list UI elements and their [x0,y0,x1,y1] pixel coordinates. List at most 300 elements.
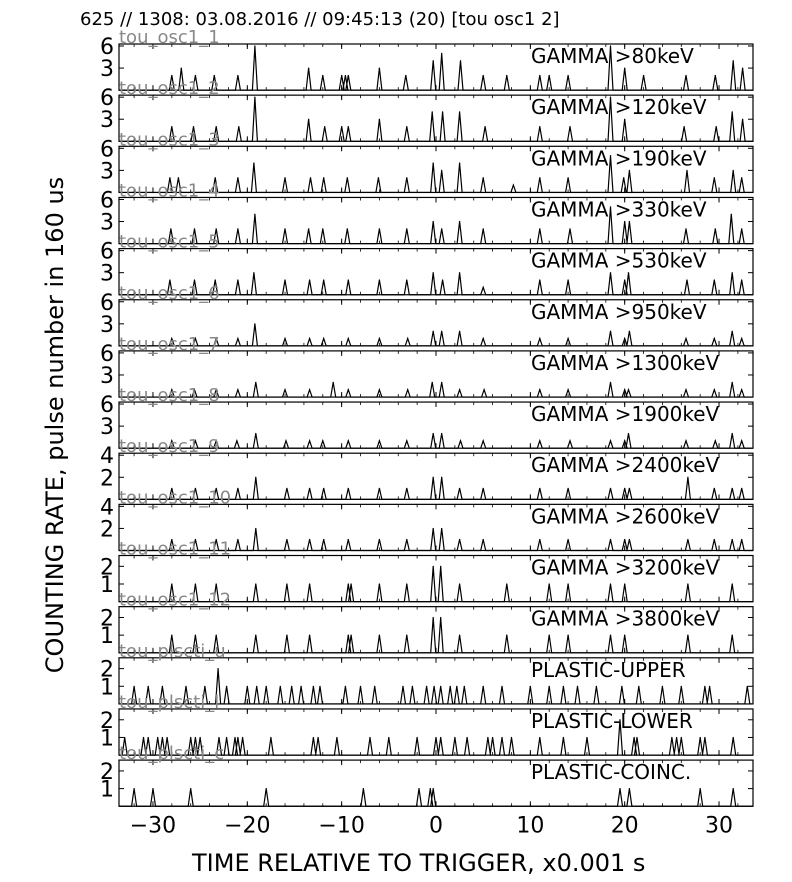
data-point [348,338,349,339]
data-point [513,184,514,185]
data-point [300,686,301,687]
data-point [204,686,205,687]
data-point [433,566,434,567]
data-point [309,279,310,280]
data-point [539,75,540,76]
data-point [459,539,460,540]
data-point [624,389,625,390]
x-tick-label: 30 [705,813,734,839]
data-point [624,279,625,280]
data-point [350,635,351,636]
data-point [483,686,484,687]
data-point [610,382,611,383]
data-point [539,177,540,178]
data-point [406,126,407,127]
data-point [741,279,742,280]
data-point [323,488,324,489]
data-point [567,583,568,584]
data-point [406,228,407,229]
data-point [234,737,235,738]
data-point [167,737,168,738]
x-tick-label: 20 [610,813,639,839]
chart-header: 625 // 1308: 03.08.2016 // 09:45:13 (20) [tou osc1 2] [80,9,560,30]
data-point [430,788,431,789]
data-point [441,53,442,54]
data-point [133,686,134,687]
y-tick-label: 1 [100,572,114,598]
data-point [433,272,434,273]
data-point [732,111,733,112]
data-point [237,279,238,280]
data-point [610,635,611,636]
data-point [733,788,734,789]
data-point [459,162,460,163]
y-tick-label: 6 [100,341,114,367]
data-point [619,788,620,789]
data-point [379,440,380,441]
data-point [309,488,310,489]
data-point [379,119,380,120]
data-point [539,338,540,339]
data-point [379,389,380,390]
data-point [563,686,564,687]
y-tick-label: 3 [100,415,114,441]
panel-title: GAMMA >3800keV [531,606,720,631]
data-point [459,583,460,584]
data-point [459,272,460,273]
panel-title: GAMMA >530keV [531,248,707,273]
data-point [610,583,611,584]
data-point [319,686,320,687]
y-tick-label: 2 [100,657,114,683]
data-point [405,75,406,76]
data-point [432,382,433,383]
data-point [714,177,715,178]
data-point [237,177,238,178]
data-point [195,75,196,76]
data-point [255,635,256,636]
data-point [323,279,324,280]
data-point [569,228,570,229]
panel-title: GAMMA >2600keV [531,504,720,529]
panel-id-label: tou_osc1_9 [119,436,220,458]
data-point [732,583,733,584]
x-tick-label: 0 [429,813,443,839]
data-point [732,382,733,383]
data-point [418,788,419,789]
panel-id-label: tou_plscti_u [119,640,226,662]
x-tick-label: −30 [129,813,177,839]
y-tick-label: 6 [100,35,114,60]
data-point [324,126,325,127]
panel-title: GAMMA >1900keV [531,402,720,427]
data-point [388,737,389,738]
data-point [569,126,570,127]
panel-id-label: tou_plscti_c [119,743,225,765]
data-point [643,75,644,76]
data-point [624,635,625,636]
data-point [567,279,568,280]
data-point [741,440,742,441]
data-point [450,686,451,687]
data-point [254,214,255,215]
panel-id-label: tou_plscti_l [119,691,220,713]
data-point [256,686,257,687]
data-point [348,539,349,540]
data-point [624,440,625,441]
data-point [709,686,710,687]
data-point [539,539,540,540]
data-point [237,75,238,76]
data-point [406,488,407,489]
data-point [323,539,324,540]
data-point [237,389,238,390]
data-point [501,737,502,738]
data-point [483,338,484,339]
data-point [539,228,540,229]
data-point [732,331,733,332]
data-point [567,488,568,489]
data-point [286,488,287,489]
panel-title: GAMMA >330keV [531,197,707,222]
panel-title: GAMMA >190keV [531,146,707,171]
data-point [549,583,550,584]
data-point [454,737,455,738]
data-point [285,440,286,441]
data-point [539,279,540,280]
data-point [406,635,407,636]
y-tick-label: 1 [100,777,114,803]
data-point [254,323,255,324]
data-point [441,228,442,229]
y-tick-label: 1 [100,726,114,752]
data-point [379,539,380,540]
data-point [467,737,468,738]
data-point [483,488,484,489]
data-point [715,228,716,229]
data-point [700,788,701,789]
panel-id-label: tou_osc1_5 [119,231,220,253]
data-point [741,228,742,229]
data-point [434,686,435,687]
data-point [440,617,441,618]
data-point [577,686,578,687]
data-point [636,737,637,738]
data-point [348,126,349,127]
panel-id-label: tou_osc1_2 [119,78,220,100]
y-tick-label: 4 [100,495,114,521]
data-point [567,75,568,76]
data-point [190,788,191,789]
data-point [569,440,570,441]
data-point [742,119,743,120]
data-point [402,686,403,687]
data-point [684,126,685,127]
data-point [459,331,460,332]
data-point [634,737,635,738]
data-point [715,75,716,76]
data-point [732,539,733,540]
panel-id-label: tou_osc1_8 [119,385,220,407]
data-point [716,126,717,127]
data-point [226,686,227,687]
data-point [483,228,484,229]
data-point [347,228,348,229]
data-point [266,788,267,789]
data-point [511,737,512,738]
data-point [530,686,531,687]
data-point [741,389,742,390]
data-point [237,737,238,738]
data-point [685,389,686,390]
data-point [435,737,436,738]
data-point [345,75,346,76]
y-tick-label: 2 [100,555,114,581]
data-point [170,228,171,229]
data-point [237,338,238,339]
data-point [567,338,568,339]
y-tick-label: 6 [100,86,114,112]
data-point [412,686,413,687]
data-point [284,279,285,280]
panel-id-label: tou_osc1_1 [119,27,220,48]
data-point [200,737,201,738]
data-point [322,440,323,441]
data-point [442,111,443,112]
data-point [247,686,248,687]
y-tick-label: 3 [100,210,114,236]
data-point [379,583,380,584]
data-point [567,635,568,636]
data-point [714,539,715,540]
data-point [567,177,568,178]
data-point [237,228,238,229]
data-point [162,737,163,738]
y-tick-label: 2 [100,606,114,632]
data-point [255,382,256,383]
y-tick-label: 2 [100,708,114,734]
data-point [379,488,380,489]
data-point [687,583,688,584]
data-point [406,539,407,540]
x-tick-label: 10 [516,813,545,839]
panel-id-label: tou_osc1_11 [119,538,232,560]
data-point [379,279,380,280]
y-tick-label: 1 [100,675,114,701]
data-point [685,440,686,441]
data-point [549,75,550,76]
data-point [218,737,219,738]
data-point [313,737,314,738]
data-point [433,433,434,434]
data-point [286,539,287,540]
data-point [308,119,309,120]
data-point [629,788,630,789]
data-point [441,382,442,383]
data-point [685,338,686,339]
y-tick-label: 3 [100,159,114,185]
data-point [143,737,144,738]
data-point [714,389,715,390]
data-point [333,382,334,383]
data-point [596,686,597,687]
data-point [459,111,460,112]
data-point [378,177,379,178]
data-point [194,228,195,229]
y-tick-label: 3 [100,312,114,338]
y-tick-label: 6 [100,137,114,163]
data-point [284,338,285,339]
data-point [687,539,688,540]
data-point [623,177,624,178]
y-tick-label: 1 [100,624,114,650]
data-point [237,488,238,489]
data-point [286,635,287,636]
data-point [133,788,134,789]
y-tick-label: 3 [100,108,114,134]
data-point [567,539,568,540]
data-point [610,331,611,332]
data-point [254,45,255,46]
data-point [733,170,734,171]
data-point [483,177,484,178]
panel-title: GAMMA >2400keV [531,453,720,478]
data-point [286,583,287,584]
data-point [171,126,172,127]
data-point [433,528,434,529]
data-point [441,528,442,529]
data-point [178,177,179,178]
data-point [348,583,349,584]
data-point [152,788,153,789]
y-axis-label: COUNTING RATE, pulse number in 160 us [41,176,69,674]
data-point [313,686,314,687]
data-point [460,440,461,441]
data-point [685,75,686,76]
data-point [459,389,460,390]
data-point [433,788,434,789]
data-point [407,389,408,390]
data-point [742,67,743,68]
data-point [440,686,441,687]
data-point [348,488,349,489]
data-point [715,440,716,441]
data-point [255,433,256,434]
data-point [483,75,484,76]
panel-tou_plscti_c [100,743,753,806]
data-point [242,737,243,738]
data-point [317,737,318,738]
y-tick-label: 2 [100,759,114,785]
data-point [662,686,663,687]
y-tick-label: 6 [100,239,114,265]
data-point [563,737,564,738]
panel-id-label: tou_osc1_6 [119,282,220,304]
data-point [704,686,705,687]
data-point [216,228,217,229]
panel-id-label: tou_osc1_4 [119,180,220,202]
data-point [195,583,196,584]
data-point [348,635,349,636]
data-point [348,279,349,280]
data-point [171,75,172,76]
data-point [284,177,285,178]
data-point [309,539,310,540]
panel-title: PLASTIC-UPPER [531,657,686,682]
data-point [441,331,442,332]
data-point [169,279,170,280]
y-tick-label: 3 [100,261,114,287]
data-point [148,686,149,687]
data-point [459,488,460,489]
data-point [406,279,407,280]
data-point [629,488,630,489]
data-point [308,228,309,229]
data-point [195,737,196,738]
data-point [406,177,407,178]
data-point [549,635,550,636]
data-point [217,668,218,669]
data-point [369,737,370,738]
data-point [628,389,629,390]
panel-title: GAMMA >1300keV [531,350,720,375]
panel-title: PLASTIC-LOWER [531,708,693,733]
data-point [460,60,461,61]
data-point [441,477,442,478]
data-point [440,566,441,567]
data-point [341,126,342,127]
data-point [506,583,507,584]
data-point [714,338,715,339]
data-point [539,389,540,390]
data-point [323,177,324,178]
data-point [741,539,742,540]
panel-id-label: tou_osc1_10 [119,487,232,509]
data-point [484,389,485,390]
data-point [309,338,310,339]
data-point [432,111,433,112]
data-point [347,177,348,178]
data-point [309,440,310,441]
y-tick-label: 3 [100,57,114,83]
data-point [291,686,292,687]
data-point [638,686,639,687]
data-point [610,539,611,540]
data-point [363,788,364,789]
data-point [309,635,310,636]
panel-title: GAMMA >80keV [531,44,694,68]
panel-id-label: tou_osc1_7 [119,333,220,355]
data-point [459,221,460,222]
data-point [484,126,485,127]
data-point [194,279,195,280]
data-point [624,583,625,584]
y-tick-label: 4 [100,444,114,470]
panel-title: GAMMA >950keV [531,299,707,324]
data-point [700,737,701,738]
x-tick-label: −20 [224,813,271,839]
data-point [747,686,748,687]
data-point [255,528,256,529]
data-point [379,228,380,229]
data-point [676,737,677,738]
data-point [407,338,408,339]
data-point [685,228,686,229]
data-point [406,440,407,441]
data-point [322,228,323,229]
data-point [731,214,732,215]
data-point [216,126,217,127]
